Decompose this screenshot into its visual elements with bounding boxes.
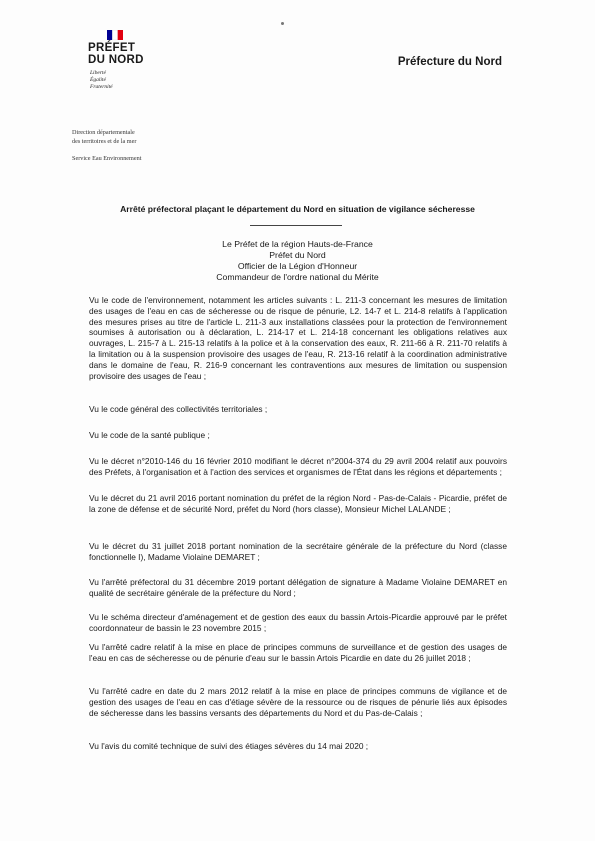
authority-line2: Préfet du Nord (269, 250, 326, 260)
consideration-sdage: Vu le schéma directeur d'aménagement et de gestion des eaux du bassin Artois-Picardie approuvé par le préfet coordonnateur de bassin le 23 novembre 2015 ; (89, 612, 507, 633)
motto-fraternite: Fraternité (90, 84, 113, 90)
document-title: Arrêté préfectoral plaçant le département du Nord en situation de vigilance sécheresse (120, 204, 475, 214)
direction-line1: Direction départementale (72, 129, 135, 136)
title-divider (250, 225, 342, 226)
consideration-avis-comite: Vu l'avis du comité technique de suivi des étiages sévères du 14 mai 2020 ; (89, 741, 369, 751)
service-name: Service Eau Environnement (72, 155, 142, 162)
logo-line1: PRÉFET (88, 42, 136, 54)
scan-dot (281, 22, 284, 25)
authority-line3: Officier de la Légion d'Honneur (237, 261, 358, 271)
marianne-flag-icon (107, 30, 123, 40)
consideration-decret-2010: Vu le décret n°2010-146 du 16 février 2010 modifiant le décret n°2004-374 du 29 avril 2004 relatif aux pouvoirs des Préfets, à l'organisation et à l'action des services et organismes de l'État dans les régions et départements ; (89, 456, 507, 477)
consideration-collectivites-code: Vu le code général des collectivités territoriales ; (89, 404, 268, 414)
authority-line4: Commandeur de l'ordre national du Mérite (216, 272, 379, 282)
logo-line2: DU NORD (88, 54, 144, 66)
motto-liberte: Liberté (90, 70, 106, 76)
authority-line1: Le Préfet de la région Hauts-de-France (222, 239, 373, 249)
consideration-decret-2018: Vu le décret du 31 juillet 2018 portant nomination de la secrétaire générale de la préfecture du Nord (classe fonctionnelle I), Madame Violaine DEMARET ; (89, 541, 507, 562)
consideration-sante-code: Vu le code de la santé publique ; (89, 430, 210, 440)
consideration-arrete-cadre-2012: Vu l'arrêté cadre en date du 2 mars 2012 relatif à la mise en place de principes communs de vigilance et de gestion des usages de l'eau en cas d'étiage sévère de la ressource ou de risques de pénurie liés aux épisodes de sécheresse dans les bassins versants des départements du Nord et du Pas-de-Calais ; (89, 686, 507, 718)
consideration-arrete-2019: Vu l'arrêté préfectoral du 31 décembre 2019 portant délégation de signature à Madame Violaine DEMARET en qualité de secrétaire générale de la préfecture du Nord ; (89, 577, 507, 598)
consideration-environment-code: Vu le code de l'environnement, notamment les articles suivants : L. 211-3 concernant les mesures de limitation des usages de l'eau en cas de sécheresse ou de risque de pénurie, L2. 14-7 et L. 214-8 relatifs à l'application des mesures prises au titre de l'article L. 211-3 aux installations classées pour la protection de l'environnement soumises à autorisation ou à déclaration, L. 214-17 et L. 214-18 concernant les obligations relatives aux ouvrages, L. 215-7 à L. 215-13 relatifs à la police et à la conservation des eaux, R. 211-66 à R. 211-70 relatifs à la limitation ou à la suspension provisoire des usages de l'eau, R. 213-16 relatif à la coordination administrative dans le domaine de l'eau, R. 216-9 concernant les contraventions aux mesures de limitation ou suspension provisoire des usages de l'eau ; (89, 295, 507, 381)
consideration-decret-2016: Vu le décret du 21 avril 2016 portant nomination du préfet de la région Nord - Pas-de-Calais - Picardie, préfet de la zone de défense et de sécurité Nord, préfet du Nord (hors classe), Monsieur Michel LALANDE ; (89, 493, 507, 514)
consideration-arrete-cadre-2018: Vu l'arrêté cadre relatif à la mise en place de principes communs de surveillance et de gestion des usages de l'eau en cas de sécheresse ou de pénurie d'eau sur le bassin Artois Picardie en date du 26 juillet 2018 ; (89, 642, 507, 663)
prefecture-name: Préfecture du Nord (397, 56, 502, 68)
direction-line2: des territoires et de la mer (72, 138, 137, 145)
motto-egalite: Égalité (90, 77, 106, 83)
